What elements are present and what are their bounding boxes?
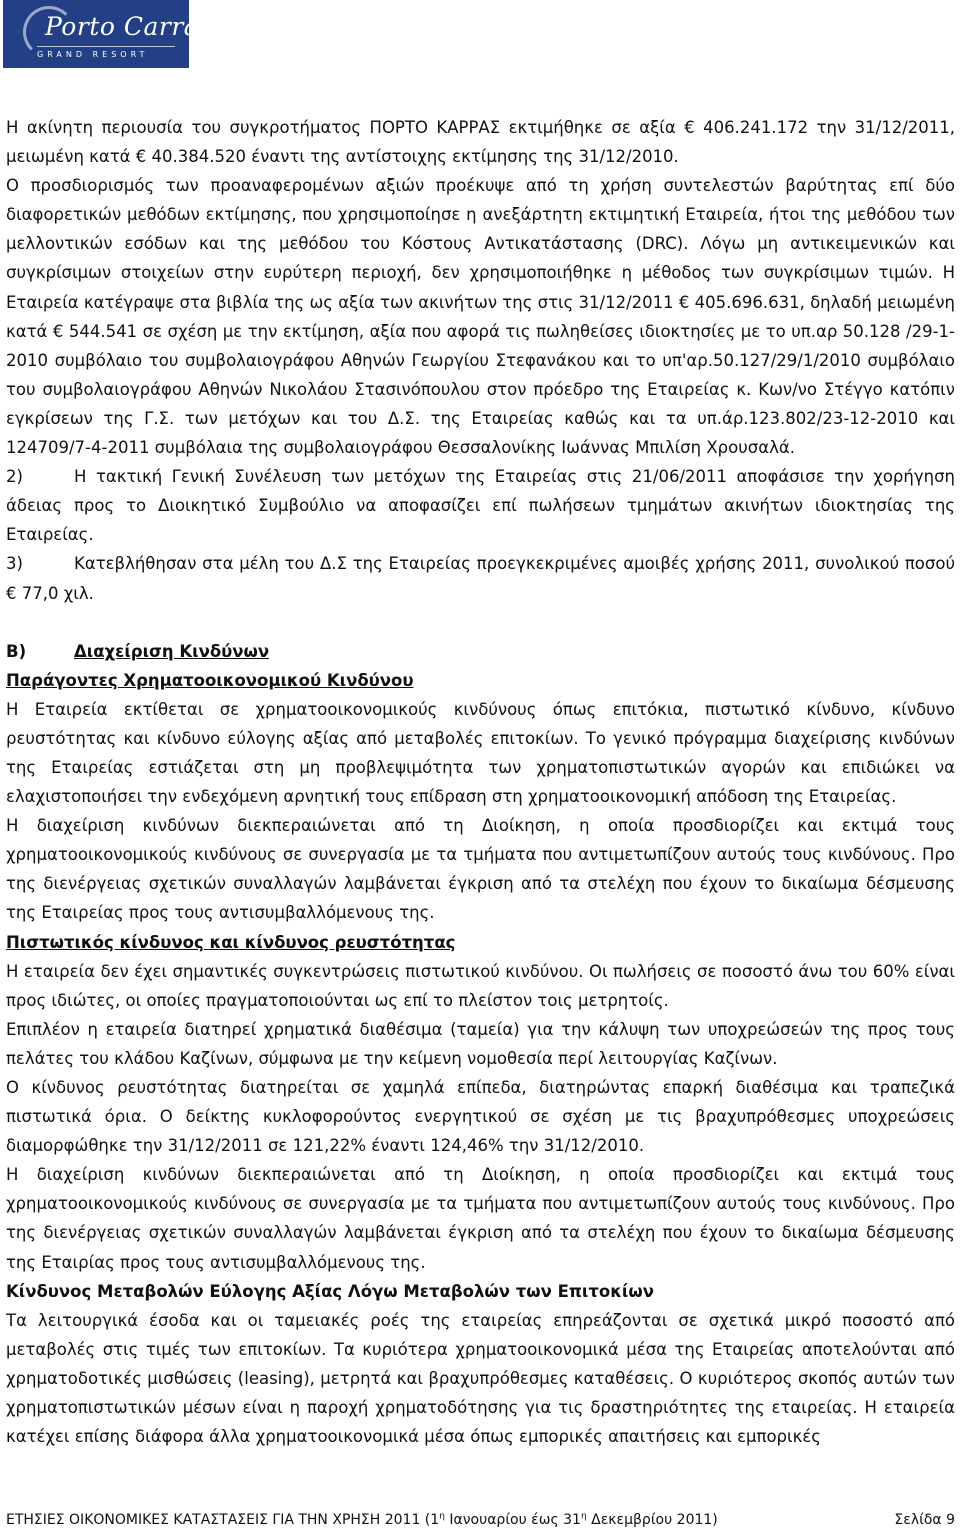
paragraph-credit-1: Η εταιρεία δεν έχει σημαντικές συγκεντρώσεις πιστωτικού κινδύνου. Οι πωλήσεις σε ποσοστό άνω του 60% είναι προς ιδιώτες, οι οποίες πραγματοποιούνται ως επί το πλείστον τοις μετρητοίς.	[6, 961, 955, 1010]
footer-title	[6, 1511, 718, 1529]
section-heading-risk-management	[6, 637, 955, 666]
logo-divider	[37, 46, 175, 47]
heading-financial-risk-factors: Παράγοντες Χρηματοοικονομικού Κινδύνου	[6, 670, 414, 690]
footer-title-part-1: ΕΤΗΣΙΕΣ ΟΙΚΟΝΟΜΙΚΕΣ ΚΑΤΑΣΤΑΣΕΙΣ ΓΙΑ ΤΗΝ ΧΡΗΣΗ 2011 (1	[6, 1512, 440, 1528]
paragraph-credit-4: Η διαχείριση κινδύνων διεκπεραιώνεται από τη Διοίκηση, η οποία προσδιορίζει και εκτιμά τους χρηματοοικονομικούς κινδύνους σε συνεργασία με τα τμήματα που αντιμετωπίζουν αυτούς τους κινδύνους. Προ της διενέργειας σχετικών συναλλαγών λαμβάνεται έγκριση από τα στελέχη που έχουν το δικαίωμα δέσμευσης της Εταιρίας προς τους αντισυμβαλλόμενους της.	[6, 1165, 955, 1272]
list-text-2: Η τακτική Γενική Συνέλευση των μετόχων της Εταιρείας στις 21/06/2011 αποφάσισε την χορήγηση άδειας προς το Διοικητικό Συμβούλιο να αποφασίζει επί πωλήσεων τμημάτων ακινήτων ιδιοκτησίας της Εταιρείας.	[6, 467, 955, 545]
heading-credit-liquidity-risk: Πιστωτικός κίνδυνος και κίνδυνος ρευστότητας	[6, 932, 456, 952]
paragraph-credit-2: Επιπλέον η εταιρεία διατηρεί χρηματικά διαθέσιμα (ταμεία) για την κάλυψη των υποχρεώσεών της προς τους πελάτες του κλάδου Καζίνων, σύμφωνα με την κείμενη νομοθεσία περί λειτουργίας Καζίνων.	[6, 1019, 955, 1068]
paragraph-valuation: Η ακίνητη περιουσία του συγκροτήματος ΠΟΡΤΟ ΚΑΡΡΑΣ εκτιμήθηκε σε αξία € 406.241.172 την 31/12/2011, μειωμένη κατά € 40.384.520 έναντι της αντίστοιχης εκτίμησης της 31/12/2010.	[6, 118, 955, 167]
logo-subtitle: GRAND RESORT	[37, 50, 149, 59]
paragraph-interest-1: Τα λειτουργικά έσοδα και οι ταμειακές ροές της εταιρείας επηρεάζονται σε σχετικά μικρό ποσοστό από μεταβολές στις τιμές των επιτοκίων. Τα κυριότερα χρηματοοικονομικά μέσα της Εταιρείας αποτελούνται από χρηματοδοτικές μισθώσεις (leasing), μετρητά και βραχυπρόθεσμες καταθέσεις. Ο κυριότερος σκοπός αυτών των χρηματοπιστωτικών μέσων είναι η παροχή χρηματοδότησης για τις δραστηριότητες της εταιρείας. Η εταιρεία κατέχει επίσης διάφορα άλλα χρηματοοικονομικά μέσα όπως εμπορικές απαιτήσεις και εμπορικές	[6, 1310, 955, 1447]
logo-name: Porto Carras	[45, 12, 213, 41]
section-label: Β)	[6, 641, 27, 661]
heading-interest-rate-risk: Κίνδυνος Μεταβολών Εύλογης Αξίας Λόγω Μεταβολών των Επιτοκίων	[6, 1281, 654, 1301]
page-number: Σελίδα 9	[894, 1512, 955, 1528]
footer-title-part-2: Ιανουαρίου έως 31	[444, 1512, 581, 1528]
porto-carras-logo	[3, 0, 213, 68]
paragraph-financial-risk-2: Η διαχείριση κινδύνων διεκπεραιώνεται από τη Διοίκηση, η οποία προσδιορίζει και εκτιμά τους χρηματοοικονομικούς κινδύνους σε συνεργασία με τα τμήματα που αντιμετωπίζουν αυτούς τους κινδύνους. Προ της διενέργειας σχετικών συναλλαγών λαμβάνεται έγκριση από τα στελέχη που έχουν το δικαίωμα δέσμευσης της Εταιρείας προς τους αντισυμβαλλόμενους της.	[6, 816, 955, 923]
list-number-2: 2)	[6, 467, 23, 487]
footer-title-part-3: Δεκεμβρίου 2011)	[586, 1512, 718, 1528]
list-item-3	[6, 549, 955, 607]
footer-sup-2: η	[580, 1511, 587, 1522]
spacer	[6, 608, 955, 637]
paragraph-valuation-method: Ο προσδιορισμός των προαναφερομένων αξιών προέκυψε από τη χρήση συντελεστών βαρύτητας επί δύο διαφορετικών μεθόδων εκτίμησης, που χρησιμοποίησε η ανεξάρτητη εκτιμητική Εταιρεία, ήτοι της μεθόδου των μελλοντικών εσόδων και της μεθόδου του Κόστους Αντικατάστασης (DRC). Λόγω μη αντικειμενικών και συγκρίσιμων στοιχείων στην ευρύτερη περιοχή, δεν χρησιμοποιήθηκε η μέθοδος των συγκρίσιμων τιμών. Η Εταιρεία κατέγραψε στα βιβλία της ως αξία των ακινήτων της στις 31/12/2011 € 405.696.631, δηλαδή μειωμένη κατά € 544.541 σε σχέση με την εκτίμηση, αξία που αφορά τις πωληθείσες ιδιοκτησίες με το υπ.αρ 50.128 /29-1-2010 συμβόλαιο του συμβολαιογράφου Αθηνών Γεωργίου Στεφανάκου και το υπ'αρ.50.127/29/1/2010 συμβόλαιο του συμβολαιογράφου Αθηνών Νικολάου Στασινόπουλου στον πρόεδρο της Εταιρείας κ. Κων/νο Στέγγο κατόπιν εγκρίσεων της Γ.Σ. των μετόχων και του Δ.Σ. της Εταιρείας καθώς και τα υπ.άρ.123.802/23-12-2010 και 124709/7-4-2011 συμβόλαια της συμβολαιογράφου Θεσσαλονίκης Ιωάννας Μπιλίση Χρουσαλά.	[6, 176, 955, 458]
list-text-3: Κατεβλήθησαν στα μέλη του Δ.Σ της Εταιρείας προεγκεκριμένες αμοιβές χρήσης 2011, συνολικού ποσού € 77,0 χιλ.	[6, 554, 955, 603]
section-title: Διαχείριση Κινδύνων	[74, 641, 270, 661]
document-body	[6, 113, 955, 1451]
list-item-2	[6, 462, 955, 549]
list-number-3: 3)	[6, 554, 23, 574]
paragraph-financial-risk-1: Η Εταιρεία εκτίθεται σε χρηματοοικονομικούς κινδύνους όπως επιτόκια, πιστωτικό κίνδυνο, κίνδυνο ρευστότητας και κίνδυνο εύλογης αξίας από μεταβολές επιτοκίων. Το γενικό πρόγραμμα διαχείρισης κινδύνων της Εταιρείας εστιάζεται στη μη προβλεψιμότητα των χρηματοπιστωτικών αγορών και επιδιώκει να ελαχιστοποιήσει την ενδεχόμενη αρνητική τους επίδραση στη χρηματοοικονομική απόδοση της Εταιρείας.	[6, 699, 955, 807]
paragraph-credit-3: Ο κίνδυνος ρευστότητας διατηρείται σε χαμηλά επίπεδα, διατηρώντας επαρκή διαθέσιμα και τραπεζικά πιστωτικά όρια. Ο δείκτης κυκλοφορούντος ενεργητικού σε σχέση με τις βραχυπρόθεσμες υποχρεώσεις διαμορφώθηκε την 31/12/2011 σε 121,22% έναντι 124,46% την 31/12/2010.	[6, 1078, 955, 1156]
footer-sup-1: η	[439, 1511, 445, 1522]
